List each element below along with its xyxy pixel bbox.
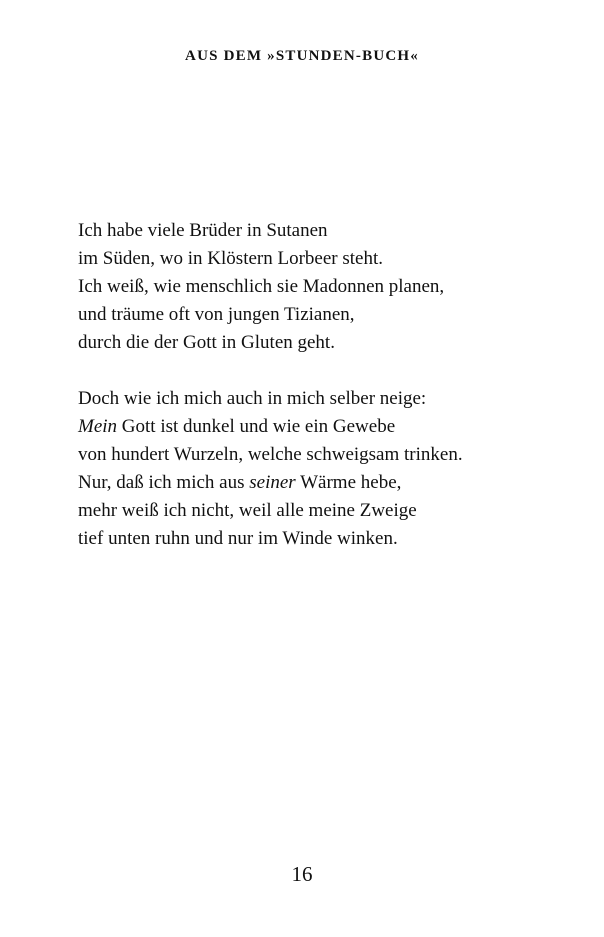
poem-line: und träume oft von jungen Tizianen, [78, 304, 355, 325]
running-head: AUS DEM »STUNDEN-BUCH« [185, 48, 419, 64]
poem-line: Doch wie ich mich auch in mich selber neige: [78, 388, 427, 409]
page-number: 16 [291, 862, 313, 886]
poem [78, 217, 463, 553]
poem-line [78, 469, 463, 497]
poem-line: von hundert Wurzeln, welche schweigsam trinken. [78, 444, 463, 465]
poem-line-text: Wärme hebe, [295, 472, 402, 493]
stanza-2 [78, 385, 463, 553]
poem-line: durch die der Gott in Gluten geht. [78, 332, 335, 353]
poem-line: im Süden, wo in Klöstern Lorbeer steht. [78, 248, 384, 269]
poem-line: tief unten ruhn und nur im Winde winken. [78, 528, 398, 549]
poem-line-text: Gott ist dunkel und wie ein Gewebe [117, 416, 396, 437]
poem-line: Ich habe viele Brüder in Sutanen [78, 220, 328, 241]
emphasis-mein: Mein [78, 416, 118, 437]
poem-line-text: Nur, daß ich mich aus [78, 472, 250, 493]
stanza-1 [78, 217, 463, 357]
poem-line: Ich weiß, wie menschlich sie Madonnen planen, [78, 276, 445, 297]
poem-line [78, 413, 463, 441]
poem-line: mehr weiß ich nicht, weil alle meine Zweige [78, 500, 417, 521]
emphasis-seiner: seiner [249, 472, 296, 493]
